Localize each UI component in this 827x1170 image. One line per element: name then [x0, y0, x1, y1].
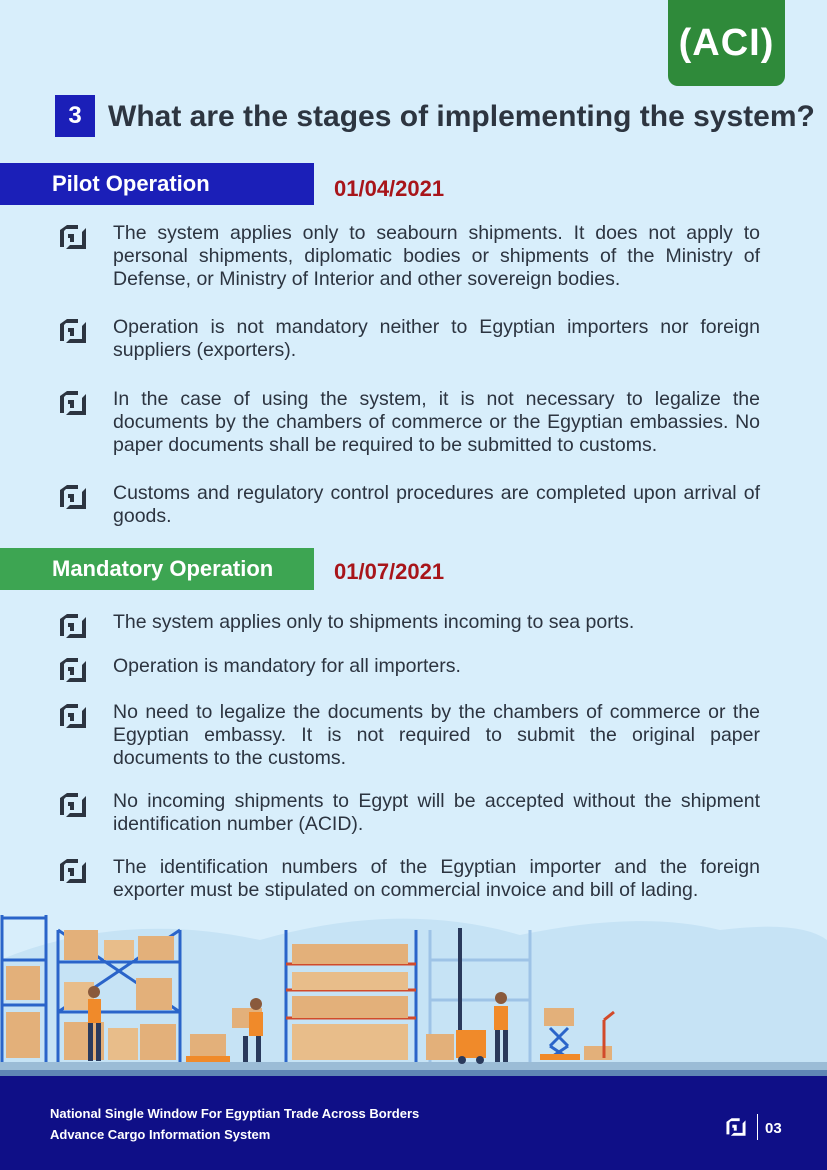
nafeza-logo-icon: [58, 388, 88, 418]
warehouse-illustration: [0, 900, 827, 1080]
pilot-operation-date: 01/04/2021: [334, 176, 445, 201]
pilot-list-item: [58, 482, 760, 528]
nafeza-logo-icon: [724, 1116, 748, 1138]
pilot-operation-bar: [0, 163, 314, 205]
mandatory-operation-bar: [0, 548, 314, 590]
list-item-text: Operation is mandatory for all importers.: [113, 655, 461, 677]
footer-organization: National Single Window For Egyptian Trade Across Borders: [50, 1106, 420, 1121]
footer-system-name: Advance Cargo Information System: [50, 1127, 271, 1142]
pilot-list-item: [58, 388, 760, 457]
mandatory-list-item: [58, 611, 760, 641]
nafeza-logo-icon: [58, 482, 88, 512]
mandatory-list-item: [58, 655, 760, 685]
mandatory-list-item: [58, 701, 760, 770]
nafeza-logo-icon: [58, 222, 88, 252]
list-item-text: No need to legalize the documents by the chambers of commerce or the Egyptian embassy. It is not required to submit the original paper documents to the customs.: [113, 701, 760, 769]
page-number: 03: [765, 1120, 782, 1137]
list-item-text: Operation is not mandatory neither to Egyptian importers nor foreign suppliers (exporters).: [113, 316, 760, 361]
nafeza-logo-icon: [58, 701, 88, 731]
nafeza-logo-icon: [58, 316, 88, 346]
mandatory-list-item: [58, 856, 760, 902]
footer: [0, 1076, 827, 1170]
section-number: 3: [55, 95, 95, 137]
page-title: What are the stages of implementing the system?: [108, 100, 815, 133]
list-item-text: Customs and regulatory control procedures are completed upon arrival of goods.: [113, 482, 760, 527]
nafeza-logo-icon: [58, 655, 88, 685]
aci-badge: (ACI): [668, 0, 785, 86]
list-item-text: The system applies only to seabourn shipments. It does not apply to personal shipments, diplomatic bodies or shipments of the Ministry of Defense, or Ministry of Interior and other sovereign bodies.: [113, 222, 760, 290]
list-item-text: The system applies only to shipments incoming to sea ports.: [113, 611, 635, 633]
pilot-operation-label: Pilot Operation: [52, 171, 210, 196]
nafeza-logo-icon: [58, 790, 88, 820]
nafeza-logo-icon: [58, 856, 88, 886]
pilot-list-item: [58, 222, 760, 291]
pilot-list-item: [58, 316, 760, 362]
mandatory-list-item: [58, 790, 760, 836]
list-item-text: The identification numbers of the Egyptian importer and the foreign exporter must be stipulated on commercial invoice and bill of lading.: [113, 856, 760, 901]
list-item-text: No incoming shipments to Egypt will be accepted without the shipment identification number (ACID).: [113, 790, 760, 835]
list-item-text: In the case of using the system, it is not necessary to legalize the documents by the chambers of commerce or the Egyptian embassies. No paper documents shall be required to be submitted to customs.: [113, 388, 760, 456]
nafeza-logo-icon: [58, 611, 88, 641]
footer-divider: [757, 1114, 758, 1140]
mandatory-operation-date: 01/07/2021: [334, 559, 445, 584]
mandatory-operation-label: Mandatory Operation: [52, 556, 274, 581]
